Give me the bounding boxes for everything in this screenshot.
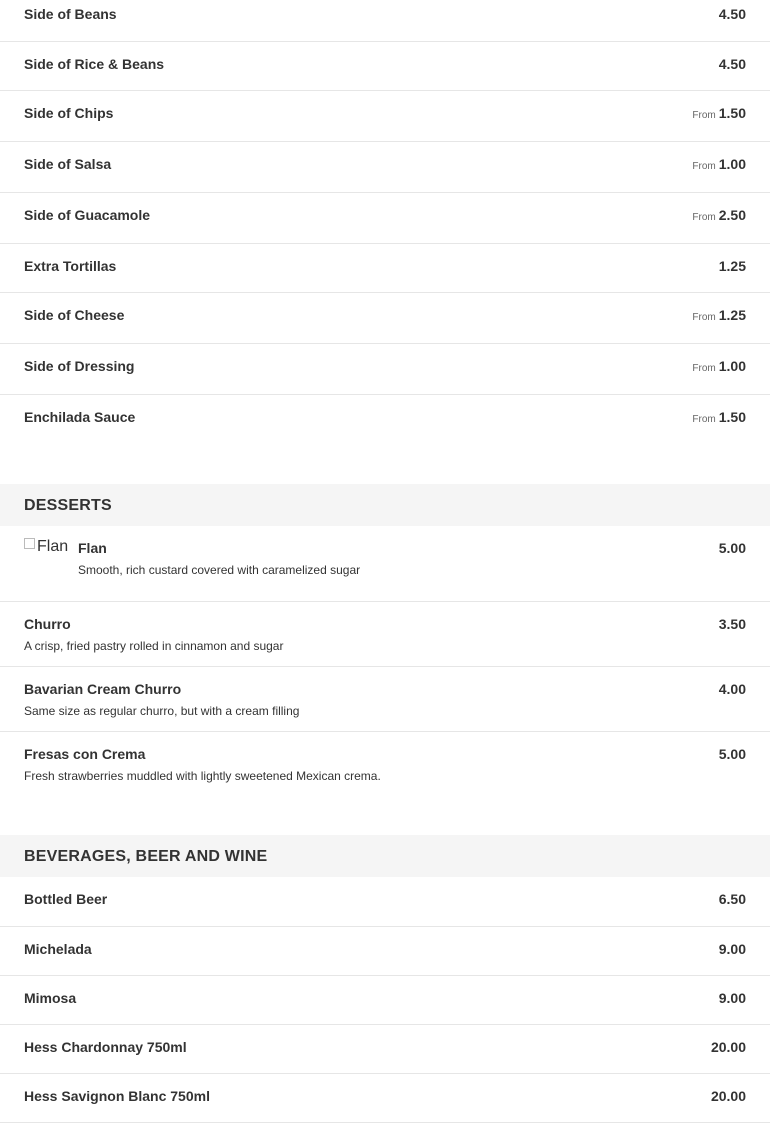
menu-item-row[interactable] <box>0 192 770 243</box>
item-name: Side of Salsa <box>24 156 112 172</box>
item-name: Fresas con Crema <box>24 746 146 762</box>
item-name: Bottled Beer <box>24 891 108 907</box>
item-name: Side of Dressing <box>24 358 135 374</box>
item-price: 5.00 <box>718 540 746 556</box>
item-name: Enchilada Sauce <box>24 409 136 425</box>
from-label: From <box>692 161 716 172</box>
menu-item-row[interactable] <box>0 926 770 975</box>
menu-item-row[interactable] <box>0 975 770 1024</box>
section-header-beverages <box>0 835 770 877</box>
item-price: 4.00 <box>718 681 746 697</box>
item-name: Bavarian Cream Churro <box>24 681 182 697</box>
menu-item-row[interactable] <box>0 90 770 141</box>
item-price: From 2.50 <box>692 207 746 223</box>
item-description: Smooth, rich custard covered with caramelized sugar <box>78 563 361 577</box>
from-label: From <box>692 414 716 425</box>
item-description: Fresh strawberries muddled with lightly sweetened Mexican crema. <box>24 769 381 783</box>
item-price: From 1.00 <box>692 358 746 374</box>
from-label: From <box>692 312 716 323</box>
item-price: From 1.50 <box>692 409 746 425</box>
item-price: From 1.00 <box>692 156 746 172</box>
menu-item-row[interactable] <box>0 731 770 795</box>
item-name: Side of Chips <box>24 105 114 121</box>
item-name: Side of Rice & Beans <box>24 56 165 72</box>
item-image <box>24 538 69 572</box>
item-price: 4.50 <box>718 6 746 22</box>
item-price: 1.25 <box>718 258 746 274</box>
menu-item-row[interactable] <box>0 41 770 90</box>
menu-item-row[interactable] <box>0 394 770 444</box>
item-name: Churro <box>24 616 71 632</box>
item-name: Hess Savignon Blanc 750ml <box>24 1088 210 1104</box>
item-description: Same size as regular churro, but with a cream filling <box>24 704 300 718</box>
item-price: 6.50 <box>718 891 746 907</box>
item-description: A crisp, fried pastry rolled in cinnamon and sugar <box>24 639 284 653</box>
menu-item-row[interactable] <box>0 877 770 926</box>
item-price: 4.50 <box>718 56 746 72</box>
item-name: Mimosa <box>24 990 77 1006</box>
menu-item-row[interactable] <box>0 243 770 292</box>
item-name: Side of Cheese <box>24 307 125 323</box>
item-price: From 1.25 <box>692 307 746 323</box>
menu-item-row[interactable] <box>0 526 770 601</box>
image-alt-text: Flan <box>37 538 69 555</box>
menu-item-row[interactable] <box>0 1073 770 1122</box>
item-price: 9.00 <box>718 941 746 957</box>
from-label: From <box>692 212 716 223</box>
item-name: Side of Beans <box>24 6 117 22</box>
item-price: 3.50 <box>718 616 746 632</box>
menu-item-row[interactable] <box>0 343 770 394</box>
menu-item-row[interactable] <box>0 1122 770 1139</box>
section-title: BEVERAGES, BEER AND WINE <box>24 848 268 865</box>
from-label: From <box>692 363 716 374</box>
item-price: 20.00 <box>710 1039 746 1055</box>
item-price: 20.00 <box>710 1088 746 1104</box>
section-header-desserts <box>0 484 770 526</box>
item-name: Side of Guacamole <box>24 207 151 223</box>
section-title: DESSERTS <box>24 497 112 514</box>
menu-item-row[interactable] <box>0 292 770 343</box>
item-name: Hess Chardonnay 750ml <box>24 1039 187 1055</box>
menu-item-row[interactable] <box>0 1024 770 1073</box>
item-name: Michelada <box>24 941 92 957</box>
menu-item-row[interactable] <box>0 141 770 192</box>
item-price: 5.00 <box>718 746 746 762</box>
menu-item-row[interactable] <box>0 601 770 666</box>
from-label: From <box>692 110 716 121</box>
menu-item-row[interactable] <box>0 666 770 731</box>
item-price: 9.00 <box>718 990 746 1006</box>
menu-item-row[interactable] <box>0 0 770 41</box>
item-name: Extra Tortillas <box>24 258 117 274</box>
item-name: Flan <box>78 540 107 556</box>
item-price: From 1.50 <box>692 105 746 121</box>
